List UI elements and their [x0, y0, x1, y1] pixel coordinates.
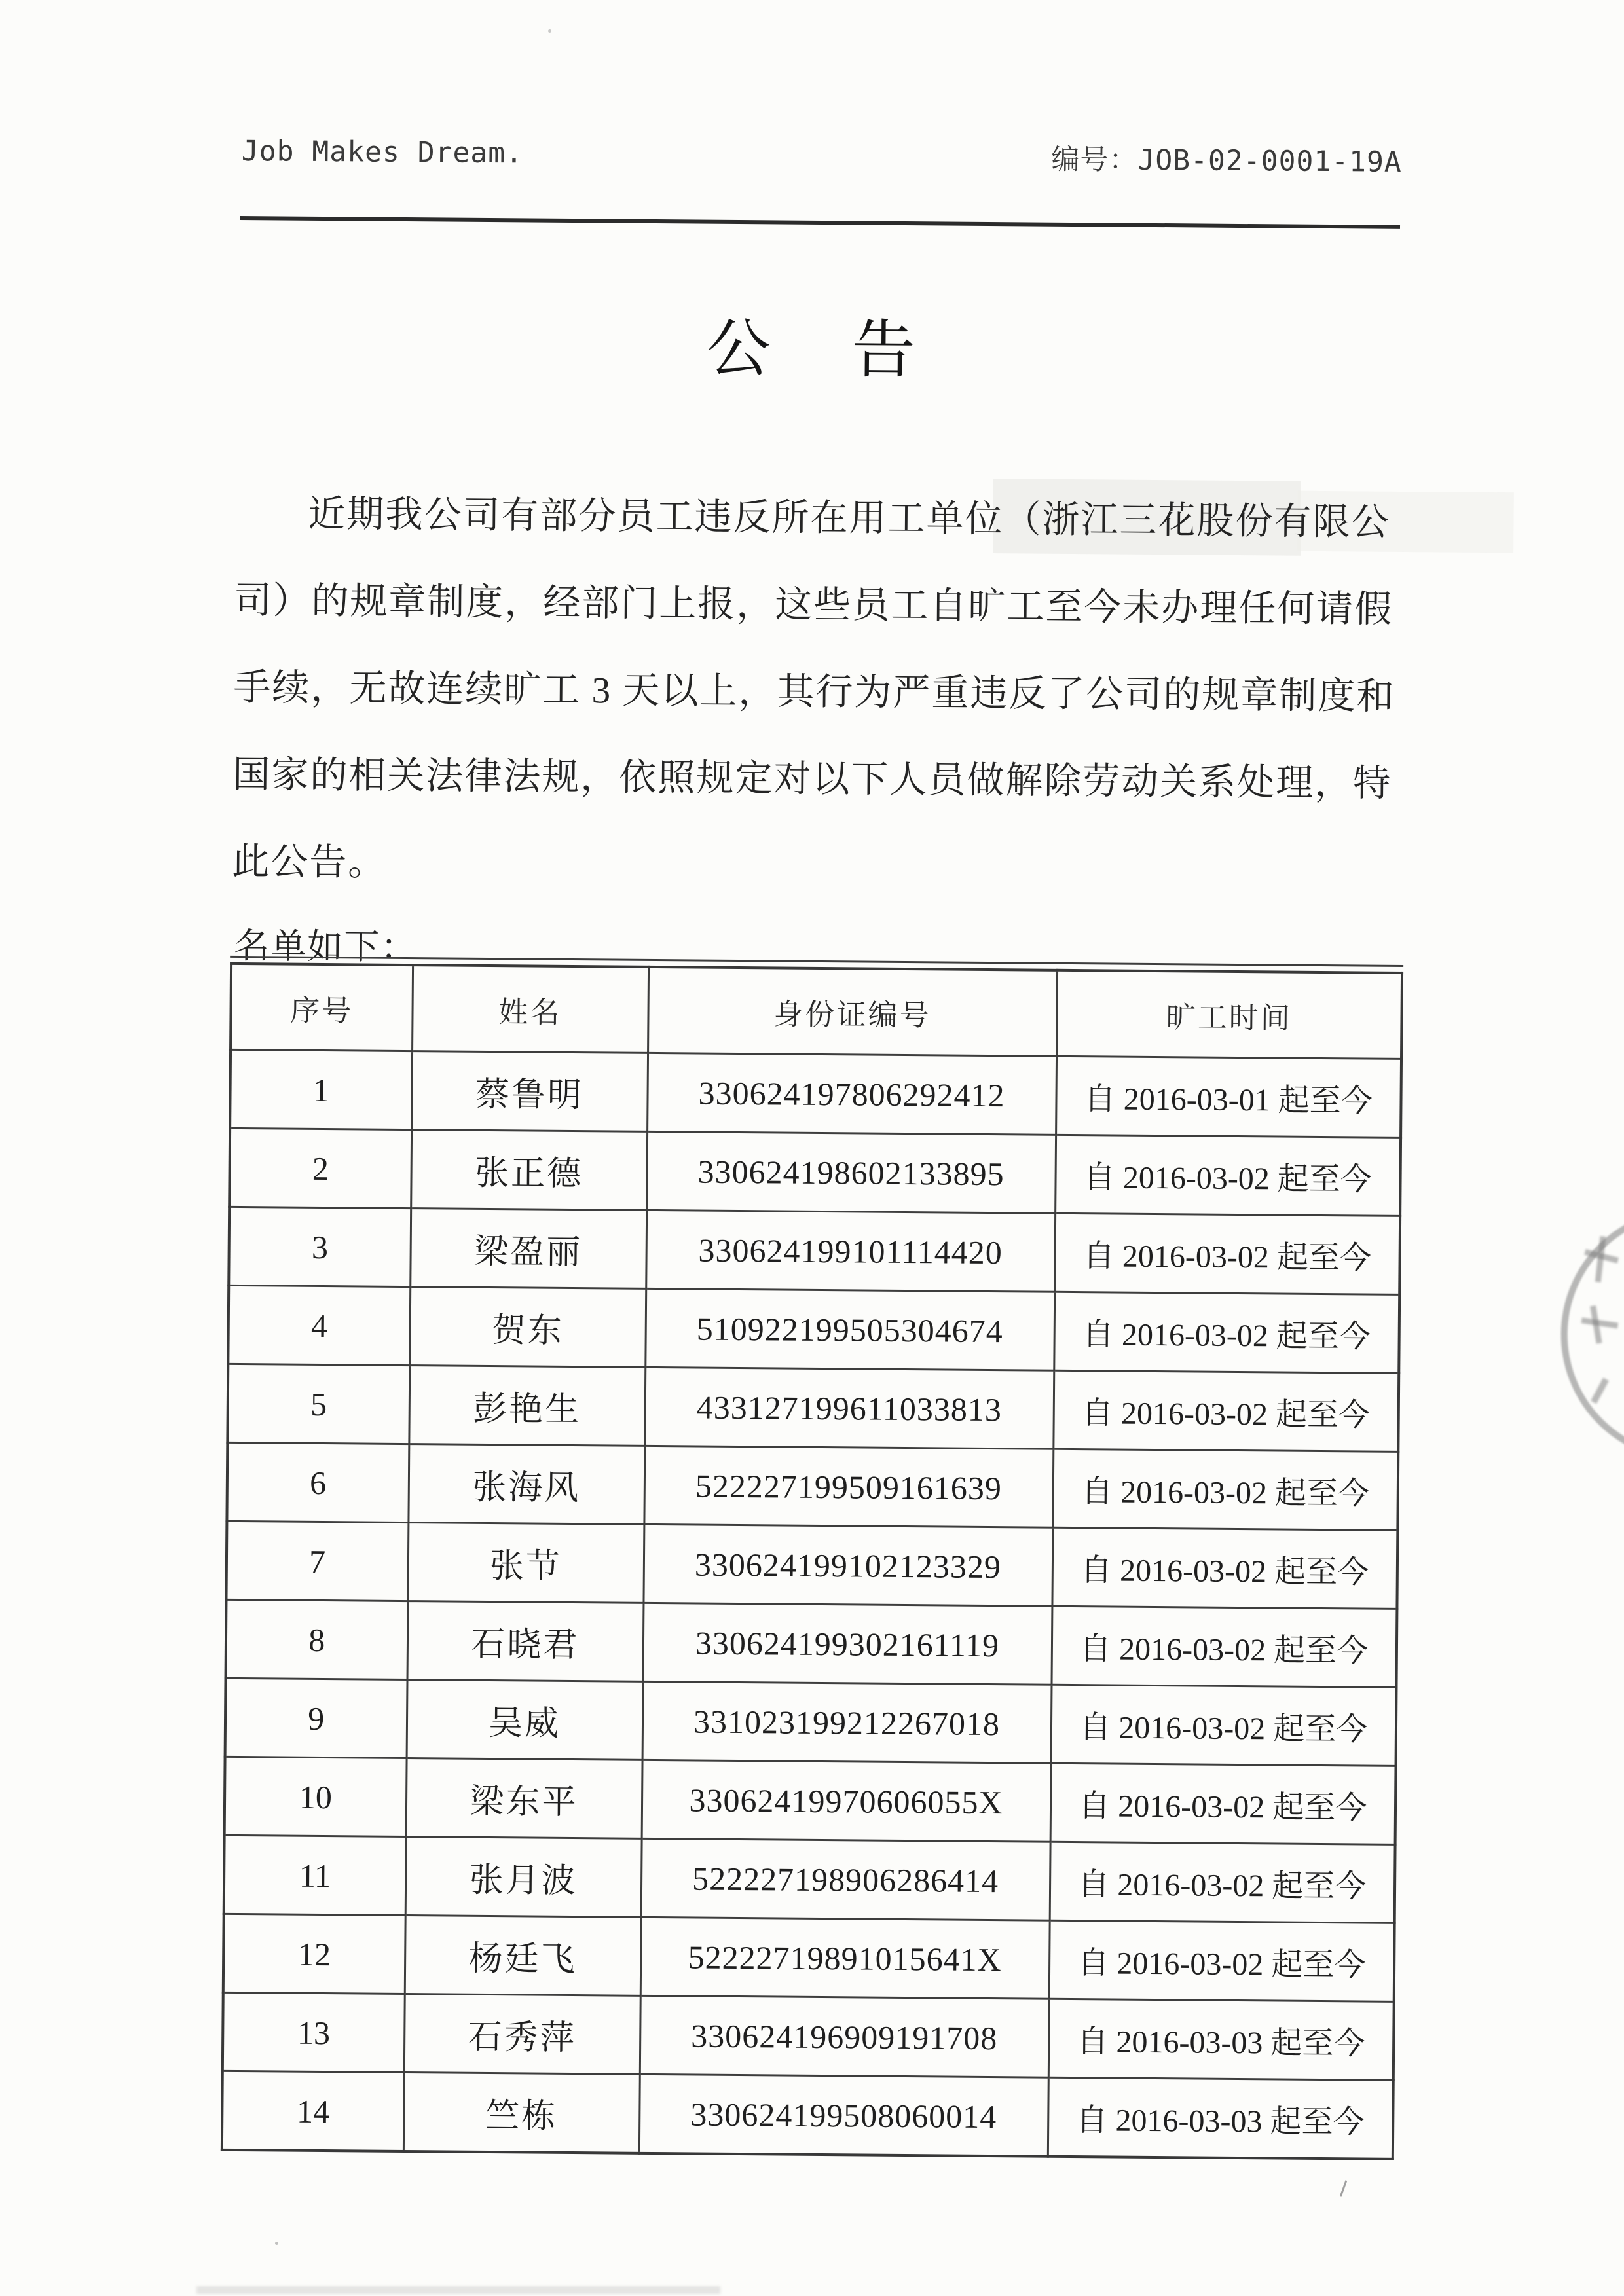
table-cell-id: 52222719891015641X	[640, 1917, 1050, 1999]
table-cell-id: 33062419970606055X	[642, 1760, 1051, 1842]
table-cell-no: 6	[227, 1442, 409, 1522]
header-divider	[240, 216, 1400, 229]
table-cell-no: 13	[223, 1992, 405, 2072]
table-cell-no: 4	[228, 1285, 410, 1365]
document-number: 编号：JOB-02-0001-19A	[1051, 143, 1402, 179]
table-cell-id: 522227199509161639	[644, 1446, 1053, 1527]
table-cell-period: 自 2016-03-02 起至今	[1054, 1292, 1399, 1373]
table-cell-period: 自 2016-03-02 起至今	[1051, 1606, 1397, 1687]
table-row	[229, 1128, 1401, 1216]
official-seal-stamp	[1560, 1207, 1624, 1462]
table-cell-period: 自 2016-03-02 起至今	[1050, 1763, 1396, 1844]
table-row	[226, 1521, 1397, 1609]
table-cell-no: 10	[225, 1757, 407, 1836]
table-cell-period: 自 2016-03-03 起至今	[1048, 1999, 1394, 2080]
table-row	[222, 2071, 1393, 2159]
table-cell-period: 自 2016-03-02 起至今	[1052, 1449, 1398, 1530]
table-cell-period: 自 2016-03-01 起至今	[1056, 1056, 1401, 1137]
table-row	[226, 1599, 1397, 1687]
table-row	[224, 1835, 1395, 1923]
table-cell-no: 9	[225, 1678, 407, 1758]
table-cell-id: 510922199505304674	[645, 1288, 1054, 1370]
table-cell-id: 330624199101114420	[646, 1210, 1055, 1292]
table-cell-no: 12	[223, 1914, 405, 1994]
table-cell-no: 8	[226, 1599, 408, 1679]
column-header: 姓名	[412, 965, 648, 1053]
table-cell-no: 1	[230, 1049, 412, 1129]
table-cell-id: 330624198602133895	[646, 1131, 1056, 1213]
table-row	[230, 1049, 1401, 1137]
table-cell-period: 自 2016-03-02 起至今	[1051, 1685, 1397, 1766]
scan-speck	[275, 2242, 278, 2245]
scan-speck	[548, 29, 551, 33]
table-cell-name: 梁盈丽	[410, 1209, 646, 1289]
table-row	[228, 1285, 1399, 1373]
column-header: 序号	[231, 964, 413, 1051]
scan-edge-smudge	[196, 2286, 720, 2294]
table-cell-id: 330624199508060014	[639, 2074, 1048, 2156]
table-cell-name: 竺栋	[403, 2073, 640, 2153]
table-cell-id: 330624196909191708	[640, 1995, 1049, 2077]
body-line: 手续，无故连续旷工 3 天以上，其行为严重违反了公司的规章制度和	[233, 666, 1395, 718]
table-cell-id: 433127199611033813	[644, 1367, 1054, 1449]
table-cell-id: 330624199102123329	[643, 1524, 1052, 1606]
table-cell-name: 贺东	[409, 1287, 646, 1368]
table-row	[223, 1992, 1394, 2080]
table-cell-no: 5	[227, 1364, 409, 1444]
table-cell-name: 石秀萍	[404, 1994, 640, 2075]
table-cell-name: 吴威	[407, 1680, 643, 1760]
table-row	[225, 1678, 1397, 1766]
table-cell-no: 7	[226, 1521, 408, 1601]
table-cell-name: 彭艳生	[409, 1366, 645, 1446]
dismissal-roster-table	[221, 962, 1403, 2160]
table-cell-period: 自 2016-03-03 起至今	[1048, 2077, 1393, 2159]
table-cell-name: 梁东平	[406, 1758, 642, 1839]
table-cell-period: 自 2016-03-02 起至今	[1050, 1842, 1395, 1923]
table-cell-name: 蔡鲁明	[411, 1051, 648, 1132]
table-cell-name: 张节	[407, 1523, 644, 1603]
table-cell-no: 3	[229, 1207, 411, 1286]
company-slogan: Job Makes Dream.	[241, 134, 524, 170]
table-cell-period: 自 2016-03-02 起至今	[1049, 1920, 1395, 2001]
body-line: 司）的规章制度，经部门上报，这些员工自旷工至今未办理任何请假	[234, 579, 1393, 630]
table-cell-id: 522227198906286414	[641, 1838, 1050, 1920]
table-cell-id: 331023199212267018	[642, 1681, 1052, 1763]
table-cell-no: 2	[229, 1128, 411, 1208]
table-cell-name: 石晓君	[407, 1601, 644, 1682]
table-cell-no: 11	[224, 1835, 406, 1915]
table-row	[227, 1442, 1398, 1530]
page-title: 公 告	[706, 314, 949, 386]
table-cell-name: 张正德	[411, 1130, 647, 1211]
table-cell-id: 330624199302161119	[643, 1603, 1052, 1685]
column-header: 身份证编号	[648, 967, 1057, 1056]
column-header: 旷工时间	[1056, 970, 1402, 1059]
table-body	[222, 1049, 1401, 2159]
table-cell-name: 杨廷飞	[405, 1916, 641, 1996]
table-cell-period: 自 2016-03-02 起至今	[1052, 1527, 1397, 1609]
table-cell-period: 自 2016-03-02 起至今	[1053, 1370, 1399, 1451]
table-row	[225, 1757, 1396, 1844]
table-row	[229, 1207, 1400, 1294]
table-cell-id: 330624197806292412	[647, 1053, 1056, 1135]
table-row	[227, 1364, 1399, 1451]
table-cell-no: 14	[222, 2071, 404, 2151]
body-line: 此公告。	[232, 841, 387, 884]
table-cell-period: 自 2016-03-02 起至今	[1054, 1213, 1400, 1294]
table-cell-period: 自 2016-03-02 起至今	[1055, 1135, 1401, 1216]
table-row	[223, 1914, 1395, 2001]
table-cell-name: 张月波	[405, 1837, 642, 1918]
body-paragraph	[232, 470, 1401, 915]
table-header-row	[231, 964, 1402, 1059]
table-cell-name: 张海风	[408, 1444, 644, 1525]
body-line: 国家的相关法律法规，依照规定对以下人员做解除劳动关系处理，特	[232, 754, 1392, 805]
body-line: 近期我公司有部分员工违反所在用工单位（浙江三花股份有限公	[308, 493, 1390, 543]
list-label: 名单如下：	[234, 926, 418, 968]
